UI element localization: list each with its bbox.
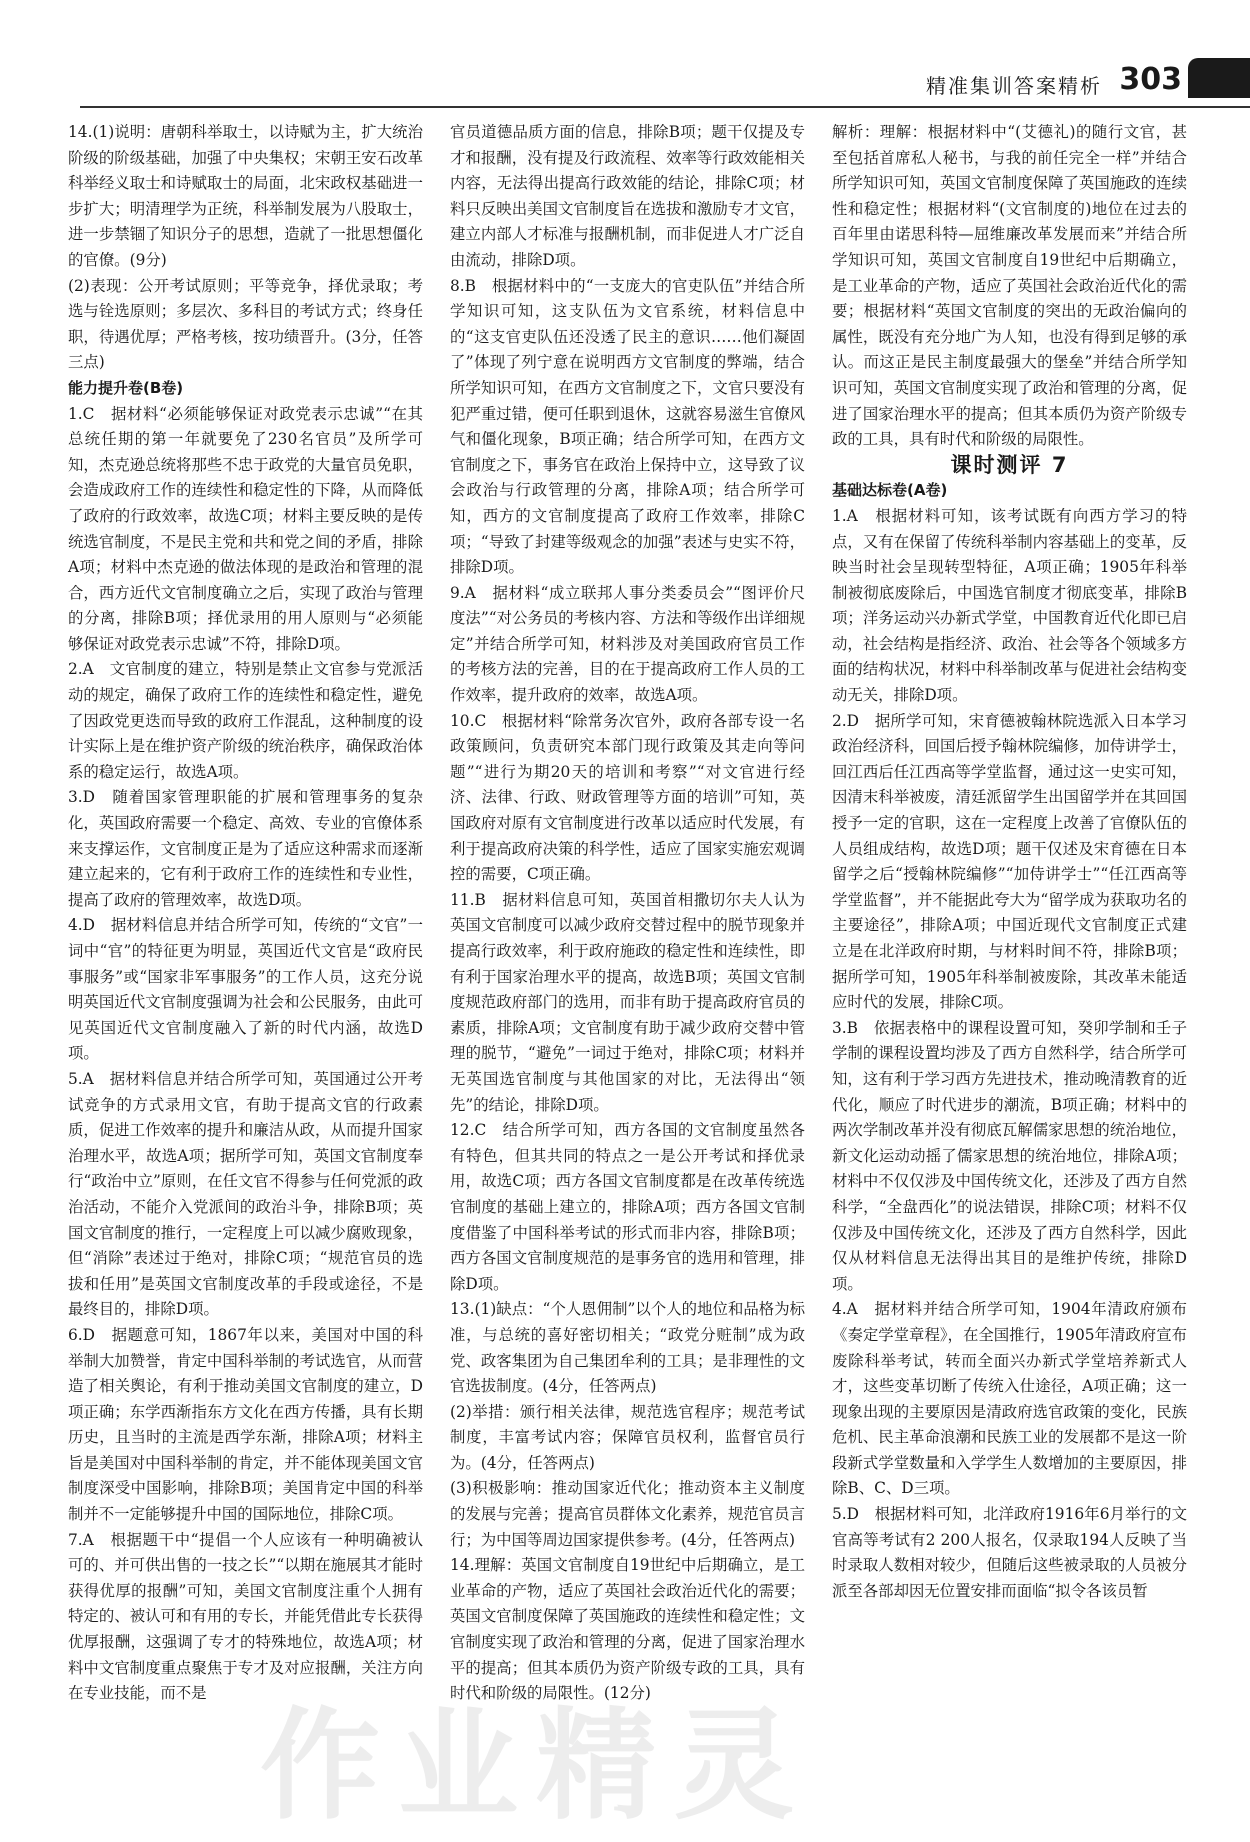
answer-paragraph: 5.D 根据材料可知，北洋政府1916年6月举行的文官高等考试有2 200人报名，仅录取194人反映了当时录取人数相对较少，但随后这些被录取的人员被分派至各部却因无位置安排而面临“拟令各该员暂	[832, 1505, 1187, 1600]
answer-paragraph: 13.(1)缺点：“个人恩佣制”以个人的地位和品格为标准，与总统的喜好密切相关；“政党分赃制”成为政党、政客集团为自己集团牟利的工具；是非理性的文官选拔制度。(4分，任答两点)	[450, 1300, 805, 1396]
answer-paragraph: 官员道德品质方面的信息，排除B项；题干仅提及专才和报酬，没有提及行政流程、效率等行政效能相关内容，无法得出提高行政效能的结论，排除C项；材料只反映出美国文官制度旨在选拔和激励专才文官，建立内部人才标准与报酬机制，而非促进人才广泛自由流动，排除D项。	[450, 123, 805, 269]
answer-paragraph: 4.D 据材料信息并结合所学可知，传统的“文官”一词中“官”的特征更为明显，英国近代文官是“政府民事服务”或“国家非军事服务”的工作人员，这充分说明英国近代文官制度强调为社会和公民服务，由此可见英国近代文官制度融入了新的时代内涵，故选D项。	[68, 916, 423, 1063]
answer-paragraph: (2)举措：颁行相关法律，规范选官程序；规范考试制度，丰富考试内容；保障官员权利，监督官员行为。(4分，任答两点)	[450, 1402, 805, 1472]
column-right	[832, 120, 1187, 1604]
header-tab-decoration	[1188, 58, 1250, 98]
page-number: 303	[1119, 62, 1182, 97]
page-header	[0, 52, 1250, 112]
watermark: 作业精灵	[260, 1697, 812, 1836]
answer-paragraph: 10.C 根据材料“除常务次官外，政府各部专设一名政策顾问，负责研究本部门现行政策及其走向等问题”“进行为期20天的培训和考察”“对文官进行经济、法律、行政、财政管理等方面的培训”可知，英国政府对原有文官制度进行改革以适应时代发展，有利于提高政府决策的科学性，适应了国家实施宏观调控的需要，C项正确。	[450, 711, 805, 884]
column-middle	[450, 120, 805, 1707]
answer-paragraph: 2.A 文官制度的建立，特别是禁止文官参与党派活动的规定，确保了政府工作的连续性和稳定性，避免了因政党更迭而导致的政府工作混乱，这种制度的设计实际上是在维护资产阶级的统治秩序，确保政治体系的稳定运行，故选A项。	[68, 660, 423, 781]
answer-paragraph: 3.B 依据表格中的课程设置可知，癸卯学制和壬子学制的课程设置均涉及了西方自然科学，结合所学可知，这有利于学习西方先进技术，推动晚清教育的近代化，顺应了时代进步的潮流，B项正确；材料中的两次学制改革并没有彻底瓦解儒家思想的统治地位，新文化运动动摇了儒家思想的统治地位，排除A项；材料中不仅仅涉及中国传统文化，还涉及了西方自然科学，“全盘西化”的说法错误，排除C项；材料不仅仅涉及中国传统文化，还涉及了西方自然科学，因此仅从材料信息无法得出其目的是维护传统，排除D项。	[832, 1018, 1187, 1293]
answer-paragraph: 12.C 结合所学可知，西方各国的文官制度虽然各有特色，但其共同的特点之一是公开考试和择优录用，故选C项；西方各国文官制度都是在改革传统选官制度的基础上建立的，排除A项；西方各国文官制度借鉴了中国科举考试的形式而非内容，排除B项；西方各国文官制度规范的是事务官的选用和管理，排除D项。	[450, 1121, 805, 1293]
answer-paragraph: 7.A 根据题干中“提倡一个人应该有一种明确被认可的、并可供出售的一技之长”“以期在施展其才能时获得优厚的报酬”可知，美国文官制度注重个人拥有特定的、被认可和有用的专长，并能凭借此专长获得优厚报酬，这强调了专才的特殊地位，故选A项；材料中文官制度重点聚焦于专才及对应报酬，关注方向在专业技能，而不是	[68, 1530, 423, 1703]
answer-paragraph: 11.B 据材料信息可知，英国首相撒切尔夫人认为英国文官制度可以减少政府交替过程中的脱节现象并提高行政效率，利于政府施政的稳定性和连续性，即有利于国家治理水平的提高，故选B项；英国文官制度规范政府部门的选用，而非有助于提高政府官员的素质，排除A项；文官制度有助于减少政府交替中管理的脱节，“避免”一词过于绝对，排除C项；材料并无英国选官制度与其他国家的对比，无法得出“领先”的结论，排除D项。	[450, 890, 805, 1114]
answer-paragraph: 14.(1)说明：唐朝科举取士，以诗赋为主，扩大统治阶级的阶级基础，加强了中央集权；宋朝王安石改革科举经义取士和诗赋取士的局面，北宋政权基础进一步扩大；明清理学为正统，科举制发展为八股取士，进一步禁锢了知识分子的思想，造就了一批思想僵化的官僚。(9分)	[68, 123, 423, 269]
answer-paragraph: 8.B 根据材料中的“一支庞大的官吏队伍”并结合所学知识可知，这支队伍为文官系统，材料信息中的“这支官吏队伍还没透了民主的意识……他们凝固了”体现了列宁意在说明西方文官制度的弊端，结合所学知识可知，在西方文官制度之下，文官只要没有犯严重过错，便可任职到退休，这就容易滋生官僚风气和僵化现象，B项正确；结合所学可知，在西方文官制度之下，事务官在政治上保持中立，这导致了议会政治与行政管理的分离，排除A项；结合所学可知，西方的文官制度提高了政府工作效率，排除C项；“导致了封建等级观念的加强”表述与史实不符，排除D项。	[450, 276, 805, 577]
column-left	[68, 120, 423, 1707]
answer-paragraph: 9.A 据材料“成立联邦人事分类委员会”“图评价尺度法”“对公务员的考核内容、方法和等级作出详细规定”并结合所学可知，材料涉及对美国政府官员工作的考核方法的完善，目的在于提高政府工作人员的工作效率，提升政府的效率，故选A项。	[450, 583, 805, 705]
header-rule	[80, 106, 1250, 108]
answer-paragraph: (3)积极影响：推动国家近代化；推动资本主义制度的发展与完善；提高官员群体文化素养，规范官员言行；为中国等周边国家提供参考。(4分，任答两点)	[450, 1479, 805, 1549]
book-title: 精准集训答案精析	[926, 74, 1102, 98]
answer-paragraph: 1.C 据材料“必须能够保证对政党表示忠诚”“在其总统任期的第一年就要免了230名官员”及所学可知，杰克逊总统将那些不忠于政党的大量官员免职，会造成政府工作的连续性和稳定性的下降，从而降低了政府的行政效率，故选C项；材料主要反映的是传统选官制度，不是民主党和共和党之间的矛盾，排除A项；材料中杰克逊的做法体现的是政治和管理的混合，西方近代文官制度确立之后，实现了政治与管理的分离，排除B项；择优录用的用人原则与“必须能够保证对政党表示忠诚”不符，排除D项。	[68, 404, 423, 653]
answer-paragraph: 6.D 据题意可知，1867年以来，美国对中国的科举制大加赞誉，肯定中国科举制的考试选官，从而营造了相关舆论，有利于推动美国文官制度的建立，D项正确；东学西渐指东方文化在西方传播，具有长期历史，且当时的主流是西学东渐，排除A项；材料主旨是美国对中国科举制的肯定，并不能体现美国文官制度深受中国影响，排除B项；美国肯定中国的科举制并不一定能够提升中国的国际地位，排除C项。	[68, 1325, 423, 1524]
answer-paragraph: 1.A 根据材料可知，该考试既有向西方学习的特点，又有在保留了传统科举制内容基础上的变革，反映当时社会呈现转型特征，A项正确；1905年科举制被彻底废除后，中国选官制度才彻底变革，排除B项；洋务运动兴办新式学堂，中国教育近代化即已启动，社会结构是指经济、政治、社会等各个领域多方面的结构状况，材料中科举制改革与促进社会结构变动无关，排除D项。	[832, 506, 1187, 705]
answer-paragraph: 3.D 随着国家管理职能的扩展和管理事务的复杂化，英国政府需要一个稳定、高效、专业的官僚体系来支撑运作，文官制度正是为了适应这种需求而逐渐建立起来的，它有利于政府工作的连续性和专业性，提高了政府的管理效率，故选D项。	[68, 788, 423, 909]
answer-paragraph: 14.理解：英国文官制度自19世纪中后期确立，是工业革命的产物，适应了英国社会政治近代化的需要；英国文官制度保障了英国施政的连续性和稳定性；文官制度实现了政治和管理的分离，促进了国家治理水平的提高；但其本质仍为资产阶级专政的工具，具有时代和阶级的局限性。(12分)	[450, 1556, 805, 1703]
section-heading: 能力提升卷(B卷)	[68, 378, 184, 397]
answer-paragraph: 解析：理解：根据材料中“(艾德礼)的随行文官，甚至包括首席私人秘书，与我的前任完全一样”并结合所学知识可知，英国文官制度保障了英国施政的连续性和稳定性；根据材料“(文官制度的)地位在过去的百年里由诺思科特—屈维廉改革发展而来”并结合所学知识可知，英国文官制度自19世纪中后期确立，是工业革命的产物，适应了英国社会政治近代化的需要；根据材料“英国文官制度的突出的无政治偏向的属性，既没有充分地广为人知，也没有得到足够的承认。而这正是民主制度最强大的堡垒”并结合所学知识可知，英国文官制度实现了政治和管理的分离，促进了国家治理水平的提高；但其本质仍为资产阶级专政的工具，具有时代和阶级的局限性。	[832, 123, 1187, 449]
answer-paragraph: 2.D 据所学可知，宋育德被翰林院选派入日本学习政治经济科，回国后授予翰林院编修，加侍讲学士，回江西后任江西高等学堂监督，通过这一史实可知，因清末科举被废，清廷派留学生出国留学并在其回国授予一定的官职，这在一定程度上改善了官僚队伍的人员组成结构，故选D项；题干仅述及宋育德在日本留学之后“授翰林院编修”“加侍讲学士”“任江西高等学堂监督”，并不能据此夸大为“留学成为获取功名的主要途径”，排除A项；中国近现代文官制度正式建立是在北洋政府时期，与材料时间不符，排除B项；据所学可知，1905年科举制被废除，其改革未能适应时代的发展，排除C项。	[832, 711, 1187, 1012]
answer-paragraph: 5.A 据材料信息并结合所学可知，英国通过公开考试竞争的方式录用文官，有助于提高文官的行政素质，促进工作效率的提升和廉洁从政，从而提升国家治理水平，故选A项；据所学可知，英国文官制度奉行“政治中立”原则，在任文官不得参与任何党派的政治活动，不能介入党派间的政治斗争，排除B项；英国文官制度的推行，一定程度上可以减少腐败现象，但“消除”表述过于绝对，排除C项；“规范官员的选拔和任用”是英国文官制度改革的手段或途径，不是最终目的，排除D项。	[68, 1069, 423, 1319]
answer-paragraph: 4.A 据材料并结合所学可知，1904年清政府颁布《奏定学堂章程》，在全国推行，1905年清政府宣布废除科举考试，转而全面兴办新式学堂培养新式人才，这些变革切断了传统入仕途径，A项正确；这一现象出现的主要原因是清政府选官政策的变化，民族危机、民主革命浪潮和民族工业的发展都不是这一阶段新式学堂数量和入学学生人数增加的主要原因，排除B、C、D三项。	[832, 1300, 1187, 1498]
section-title: 课时测评 7	[950, 452, 1069, 477]
section-heading: 基础达标卷(A卷)	[832, 481, 948, 500]
answer-paragraph: (2)表现：公开考试原则；平等竞争，择优录取；考选与铨选原则；多层次、多科目的考试方式；终身任职，待遇优厚；严格考核，按功绩晋升。(3分，任答三点)	[68, 276, 423, 372]
